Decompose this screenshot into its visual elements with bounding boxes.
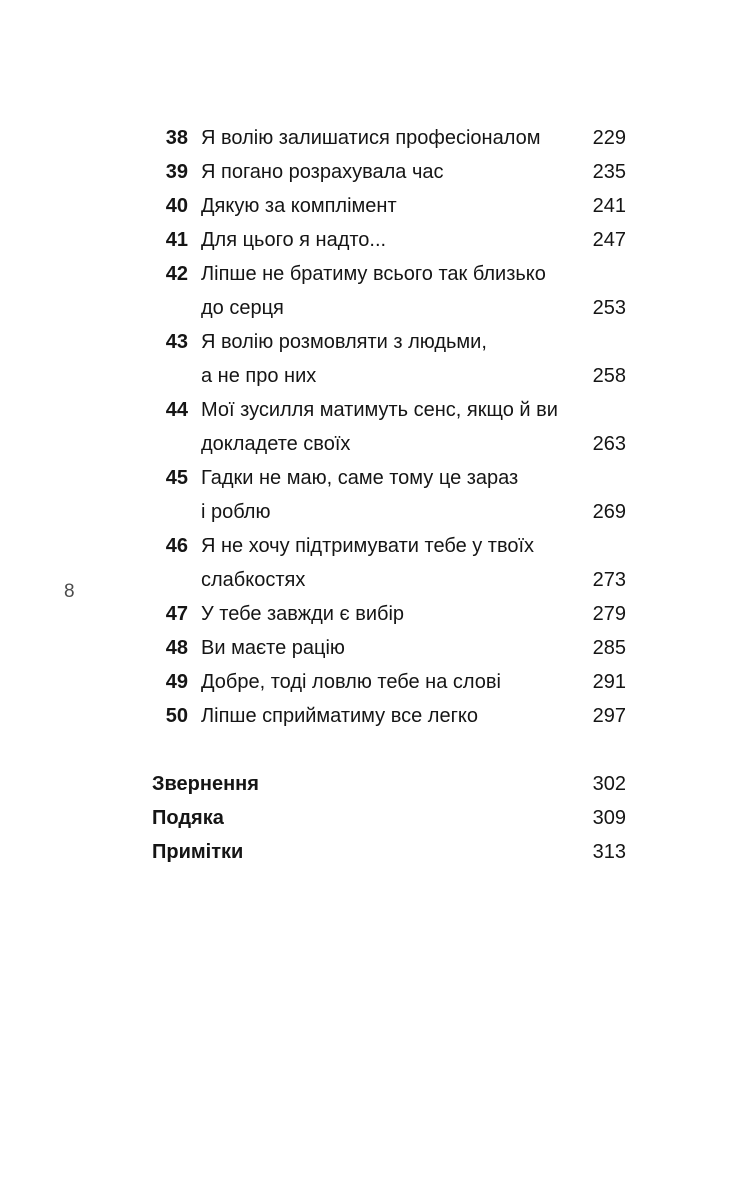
- chapter-title: [201, 529, 574, 597]
- chapter-title-line: Мої зусилля матимуть сенс, якщо й ви: [201, 399, 558, 421]
- chapter-number: 38: [165, 127, 188, 149]
- chapter-title-line: Добре, тоді ловлю тебе на слові: [201, 671, 501, 693]
- chapter-number: 40: [165, 195, 188, 217]
- chapter-title-line: Для цього я надто...: [201, 229, 387, 251]
- toc-entry: [152, 393, 626, 461]
- chapter-page-number: 258: [592, 365, 626, 387]
- chapter-number: 41: [165, 229, 188, 251]
- back-matter-section: [152, 767, 626, 869]
- chapter-title-line: докладете своїх: [201, 433, 351, 455]
- chapter-title: [201, 597, 574, 631]
- chapter-number: 48: [165, 637, 188, 659]
- chapter-title: [201, 223, 574, 257]
- chapter-title-line: Гадки не маю, саме тому це зараз: [201, 467, 519, 489]
- chapter-title-line: слабкостях: [201, 569, 306, 591]
- chapter-title-line: а не про них: [201, 365, 317, 387]
- chapter-page-number: 269: [592, 501, 626, 523]
- toc-entry: [152, 257, 626, 325]
- chapter-page-number: 273: [592, 569, 626, 591]
- toc-entry: [152, 325, 626, 393]
- toc-entry: [152, 223, 626, 257]
- chapter-title: [201, 189, 574, 223]
- back-matter-title: Звернення: [152, 773, 259, 795]
- back-matter-page-number: 309: [592, 807, 626, 829]
- margin-page-number: 8: [64, 581, 75, 602]
- chapter-number: 44: [165, 399, 188, 421]
- chapter-page-number: 229: [592, 127, 626, 149]
- chapter-title-line: Я волію залишатися професіоналом: [201, 127, 541, 149]
- chapter-page-number: 279: [592, 603, 626, 625]
- chapter-page-number: 291: [592, 671, 626, 693]
- chapter-title-line: Я не хочу підтримувати тебе у твоїх: [201, 535, 535, 557]
- chapter-number: 46: [165, 535, 188, 557]
- back-matter-entry: [152, 801, 626, 835]
- chapter-number: 50: [165, 705, 188, 727]
- chapter-number: 39: [165, 161, 188, 183]
- chapter-page-number: 253: [592, 297, 626, 319]
- chapter-title-line: Я погано розрахувала час: [201, 161, 444, 183]
- toc-entry: [152, 155, 626, 189]
- chapter-title-line: і роблю: [201, 501, 271, 523]
- back-matter-title: Подяка: [152, 807, 224, 829]
- chapter-title: [201, 155, 574, 189]
- table-of-contents: [152, 121, 626, 869]
- chapter-page-number: 241: [592, 195, 626, 217]
- back-matter-page-number: 313: [592, 841, 626, 863]
- toc-entry: [152, 529, 626, 597]
- chapter-title-line: Ліпше не братиму всього так близько: [201, 263, 546, 285]
- chapter-number: 47: [165, 603, 188, 625]
- chapter-number: 42: [165, 263, 188, 285]
- chapter-title-line: Я волію розмовляти з людьми,: [201, 331, 487, 353]
- back-matter-entry: [152, 767, 626, 801]
- toc-entry: [152, 461, 626, 529]
- chapter-title: [201, 631, 574, 665]
- back-matter-page-number: 302: [592, 773, 626, 795]
- chapter-title: [201, 257, 574, 325]
- back-matter-entry: [152, 835, 626, 869]
- toc-entry: [152, 631, 626, 665]
- chapter-title-line: до серця: [201, 297, 284, 319]
- chapter-title-line: Ліпше сприйматиму все легко: [201, 705, 478, 727]
- toc-entry: [152, 699, 626, 733]
- chapter-title-line: Ви маєте рацію: [201, 637, 345, 659]
- chapter-page-number: 297: [592, 705, 626, 727]
- chapter-title: [201, 461, 574, 529]
- chapter-page-number: 235: [592, 161, 626, 183]
- toc-entry: [152, 121, 626, 155]
- chapter-number: 49: [165, 671, 188, 693]
- chapter-title: [201, 121, 574, 155]
- chapter-page-number: 285: [592, 637, 626, 659]
- chapter-title: [201, 393, 574, 461]
- toc-entry: [152, 665, 626, 699]
- chapter-title: [201, 699, 574, 733]
- chapter-number: 43: [165, 331, 188, 353]
- chapter-title-line: У тебе завжди є вибір: [201, 603, 405, 625]
- chapter-title-line: Дякую за комплімент: [201, 195, 397, 217]
- chapter-number: 45: [165, 467, 188, 489]
- toc-entry: [152, 597, 626, 631]
- chapter-title: [201, 325, 574, 393]
- chapter-page-number: 263: [592, 433, 626, 455]
- chapter-page-number: 247: [592, 229, 626, 251]
- chapter-title: [201, 665, 574, 699]
- toc-entry: [152, 189, 626, 223]
- back-matter-title: Примітки: [152, 841, 244, 863]
